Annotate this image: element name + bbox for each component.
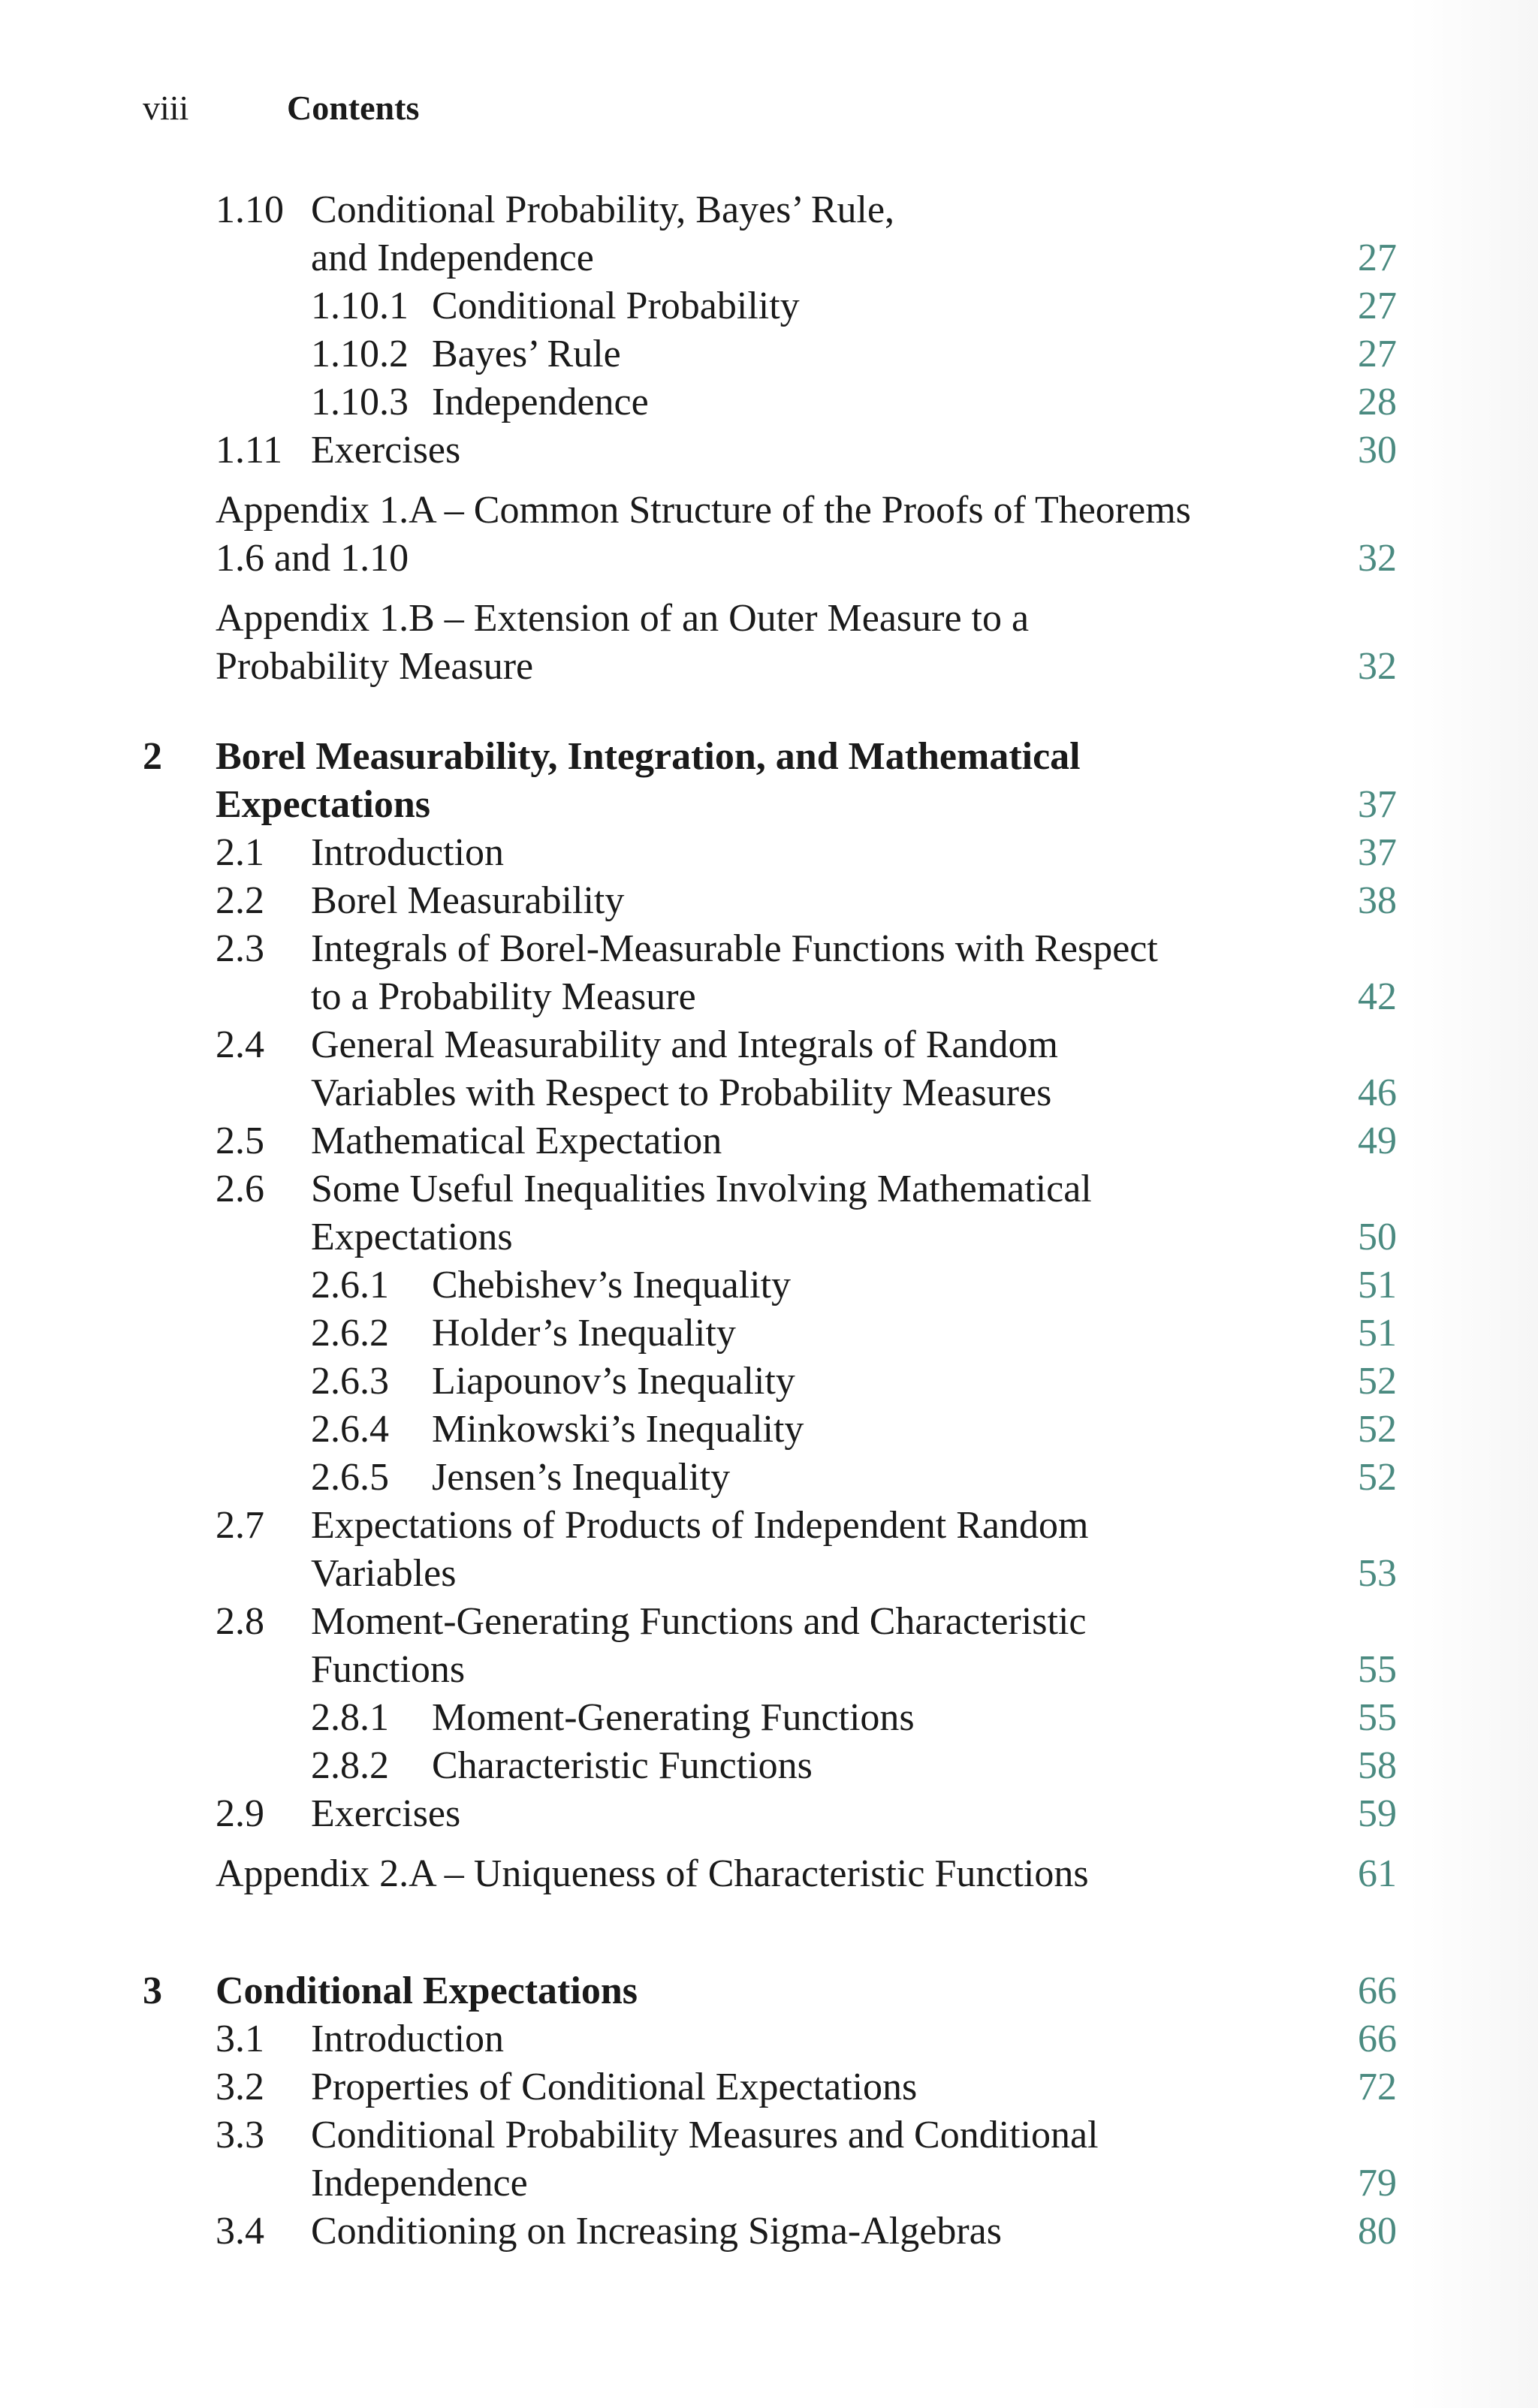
entry-title-line: General Measurability and Integrals of Random: [311, 1023, 1058, 1066]
entry-title-line: Minkowski’s Inequality: [432, 1408, 804, 1451]
page-number[interactable]: 80: [1358, 2210, 1397, 2253]
entry-number: 2.3: [216, 927, 264, 970]
entry-number: 3.2: [216, 2066, 264, 2108]
page-number[interactable]: 51: [1358, 1264, 1397, 1306]
page-number[interactable]: 27: [1358, 237, 1397, 279]
page-number[interactable]: 49: [1358, 1120, 1397, 1162]
toc-entry[interactable]: [0, 2111, 1538, 2208]
entry-title-line: Conditioning on Increasing Sigma-Algebras: [311, 2210, 1002, 2253]
toc-entry[interactable]: [0, 1694, 1538, 1742]
page-number[interactable]: 52: [1358, 1360, 1397, 1403]
entry-title-line: Borel Measurability, Integration, and Mathematical: [216, 735, 1081, 778]
toc-entry[interactable]: [0, 1309, 1538, 1358]
entry-title-line: Appendix 1.B – Extension of an Outer Measure to a: [216, 597, 1030, 640]
entry-number: 2.5: [216, 1120, 264, 1162]
page-number[interactable]: 72: [1358, 2066, 1397, 2108]
entry-title-line: Conditional Probability, Bayes’ Rule,: [311, 188, 895, 231]
entry-number: 2.2: [216, 879, 264, 922]
entry-title-line: Characteristic Functions: [432, 1744, 813, 1787]
entry-number: 2.4: [216, 1023, 264, 1066]
entry-title-line: Liapounov’s Inequality: [432, 1360, 795, 1403]
toc-entry[interactable]: [0, 1021, 1538, 1117]
toc-entry[interactable]: [0, 1502, 1538, 1598]
running-header-title: Contents: [287, 89, 420, 127]
toc-entry[interactable]: [0, 1790, 1538, 1838]
entry-number: 2.1: [216, 831, 264, 874]
appendix-entry[interactable]: [0, 595, 1538, 691]
entry-number: 1.10: [216, 188, 284, 231]
entry-number: 3.1: [216, 2018, 264, 2060]
entry-number: 3.3: [216, 2114, 264, 2156]
entry-title-line: Conditional Probability Measures and Conditional: [311, 2114, 1099, 2156]
entry-number: 1.11: [216, 429, 283, 472]
entry-title-line: Expectations: [311, 1216, 513, 1258]
entry-number: 3.4: [216, 2210, 264, 2253]
page-number[interactable]: 27: [1358, 333, 1397, 375]
entry-title-line: Expectations: [216, 783, 430, 826]
entry-title-line: Integrals of Borel-Measurable Functions with Respect: [311, 927, 1158, 970]
entry-number: 2.6.4: [311, 1408, 389, 1451]
chapter-entry[interactable]: [0, 1967, 1538, 2015]
entry-number: 2: [143, 735, 162, 778]
appendix-entry[interactable]: [0, 487, 1538, 583]
page-number[interactable]: 42: [1358, 975, 1397, 1018]
entry-title-line: and Independence: [311, 237, 594, 279]
entry-title-line: Moment-Generating Functions and Characteristic: [311, 1600, 1087, 1643]
page-number[interactable]: 27: [1358, 285, 1397, 327]
entry-number: 2.6.2: [311, 1312, 389, 1355]
page-number[interactable]: 32: [1358, 645, 1397, 688]
page-number[interactable]: 51: [1358, 1312, 1397, 1355]
page-number[interactable]: 66: [1358, 2018, 1397, 2060]
toc-entry[interactable]: [0, 282, 1538, 330]
toc-entry[interactable]: [0, 2063, 1538, 2111]
entry-number: 2.7: [216, 1504, 264, 1547]
entry-title-line: Jensen’s Inequality: [432, 1456, 731, 1499]
entry-number: 3: [143, 1969, 162, 2012]
entry-title-line: Independence: [432, 381, 649, 423]
entry-title-line: Exercises: [311, 1792, 461, 1835]
entry-title-line: 1.6 and 1.10: [216, 537, 409, 580]
entry-number: 1.10.3: [311, 381, 409, 423]
entry-number: 2.6.3: [311, 1360, 389, 1403]
page-number[interactable]: 55: [1358, 1648, 1397, 1691]
entry-title-line: Exercises: [311, 429, 461, 472]
toc-entry[interactable]: [0, 2208, 1538, 2256]
entry-title-line: Conditional Expectations: [216, 1969, 638, 2012]
entry-number: 2.6.1: [311, 1264, 389, 1306]
entry-title-line: Variables: [311, 1552, 457, 1595]
running-header-page-number: viii: [143, 89, 189, 127]
entry-number: 1.10.1: [311, 285, 409, 327]
entry-number: 2.8.2: [311, 1744, 389, 1787]
entry-number: 2.9: [216, 1792, 264, 1835]
toc-entry[interactable]: [0, 1358, 1538, 1406]
entry-title-line: Chebishev’s Inequality: [432, 1264, 792, 1306]
page-number[interactable]: 30: [1358, 429, 1397, 472]
entry-number: 2.8.1: [311, 1696, 389, 1739]
entry-title-line: Appendix 2.A – Uniqueness of Characteristic Functions: [216, 1852, 1089, 1895]
toc-entry[interactable]: [0, 1261, 1538, 1309]
entry-title-line: Some Useful Inequalities Involving Mathematical: [311, 1168, 1092, 1210]
toc-entry[interactable]: [0, 426, 1538, 475]
entry-title-line: Properties of Conditional Expectations: [311, 2066, 918, 2108]
entry-title-line: Conditional Probability: [432, 285, 800, 327]
toc-entry[interactable]: [0, 330, 1538, 378]
toc-entry[interactable]: [0, 1117, 1538, 1165]
toc-entry[interactable]: [0, 1165, 1538, 1261]
page-number[interactable]: 37: [1358, 783, 1397, 826]
entry-title-line: Introduction: [311, 831, 505, 874]
entry-title-line: Holder’s Inequality: [432, 1312, 736, 1355]
entry-title-line: Expectations of Products of Independent Random: [311, 1504, 1089, 1547]
entry-number: 2.6: [216, 1168, 264, 1210]
page-number[interactable]: 28: [1358, 381, 1397, 423]
toc-entry[interactable]: [0, 1454, 1538, 1502]
entry-title-line: Probability Measure: [216, 645, 534, 688]
toc-entry[interactable]: [0, 1406, 1538, 1454]
page-number[interactable]: 79: [1358, 2162, 1397, 2205]
entry-number: 2.6.5: [311, 1456, 389, 1499]
toc-entry[interactable]: [0, 186, 1538, 282]
entry-title-line: Mathematical Expectation: [311, 1120, 722, 1162]
entry-title-line: Functions: [311, 1648, 466, 1691]
entry-title-line: Appendix 1.A – Common Structure of the Proofs of Theorems: [216, 489, 1191, 532]
entry-title-line: Independence: [311, 2162, 528, 2205]
toc-entry[interactable]: [0, 2015, 1538, 2063]
toc-entry[interactable]: [0, 1742, 1538, 1790]
page-number[interactable]: 32: [1358, 537, 1397, 580]
page-number[interactable]: 58: [1358, 1744, 1397, 1787]
page-number[interactable]: 52: [1358, 1456, 1397, 1499]
toc-entry[interactable]: [0, 829, 1538, 877]
chapter-entry[interactable]: [0, 733, 1538, 829]
page-number[interactable]: 52: [1358, 1408, 1397, 1451]
toc-entry[interactable]: [0, 1598, 1538, 1694]
entry-title-line: Moment-Generating Functions: [432, 1696, 915, 1739]
entry-title-line: Introduction: [311, 2018, 505, 2060]
page-number[interactable]: 61: [1358, 1852, 1397, 1895]
page-number[interactable]: 66: [1358, 1969, 1397, 2012]
entry-title-line: Bayes’ Rule: [432, 333, 621, 375]
page-number[interactable]: 55: [1358, 1696, 1397, 1739]
toc-entry[interactable]: [0, 877, 1538, 925]
page-number[interactable]: 37: [1358, 831, 1397, 874]
appendix-entry[interactable]: [0, 1850, 1538, 1898]
entry-title-line: Borel Measurability: [311, 879, 625, 922]
page-number[interactable]: 53: [1358, 1552, 1397, 1595]
entry-number: 1.10.2: [311, 333, 409, 375]
page-number[interactable]: 59: [1358, 1792, 1397, 1835]
entry-number: 2.8: [216, 1600, 264, 1643]
entry-title-line: to a Probability Measure: [311, 975, 696, 1018]
page-number[interactable]: 46: [1358, 1071, 1397, 1114]
entry-title-line: Variables with Respect to Probability Measures: [311, 1071, 1052, 1114]
toc-entry[interactable]: [0, 378, 1538, 426]
page-number[interactable]: 50: [1358, 1216, 1397, 1258]
page-number[interactable]: 38: [1358, 879, 1397, 922]
toc-entry[interactable]: [0, 925, 1538, 1021]
